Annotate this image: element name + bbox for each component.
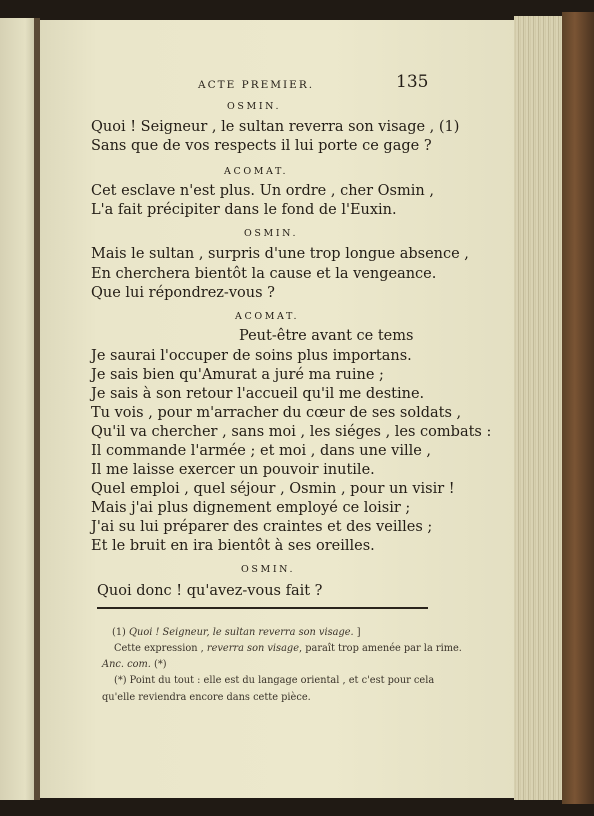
speaker-osmin: OSMIN. xyxy=(244,228,299,239)
footnote-marker: (*) xyxy=(154,659,167,670)
footnote-1 xyxy=(112,627,361,638)
verse-line: Je sais bien qu'Amurat a juré ma ruine ; xyxy=(91,367,384,383)
footnote-quote: reverra son visage xyxy=(206,643,299,654)
verse-line: Mais le sultan , surpris d'une trop longue absence , xyxy=(91,246,469,262)
verse-line: Il me laisse exercer un pouvoir inutile. xyxy=(91,462,375,478)
verse-line: Il commande l'armée ; et moi , dans une ville , xyxy=(91,443,432,459)
speaker-acomat: ACOMAT. xyxy=(235,311,300,322)
footnote-2: (*) Point du tout : elle est du langage oriental , et c'est pour cela xyxy=(114,675,435,686)
verse-line: Je saurai l'occuper de soins plus importans. xyxy=(91,348,412,364)
footnote-source: Anc. com. xyxy=(102,659,151,670)
footnote-bracket: ] xyxy=(356,627,361,638)
footnote-1-comment xyxy=(114,643,462,654)
verse-line: Je sais à son retour l'accueil qu'il me destine. xyxy=(91,386,425,402)
footnote-2-cont: qu'elle reviendra encore dans cette pièce. xyxy=(102,692,311,703)
verse-line: Quoi donc ! qu'avez-vous fait ? xyxy=(97,583,323,599)
page-edges xyxy=(514,16,566,800)
page-number: 135 xyxy=(396,72,429,92)
verse-line: Mais j'ai plus dignement employé ce loisir ; xyxy=(91,500,411,516)
speaker-osmin: OSMIN. xyxy=(241,564,296,575)
footnote-text: , paraît trop amenée par la rime. xyxy=(299,643,462,654)
verse-line: Quel emploi , quel séjour , Osmin , pour un visir ! xyxy=(91,481,455,497)
footnote-1-source xyxy=(102,659,167,670)
verse-line: Et le bruit en ira bientôt à ses oreilles. xyxy=(91,538,375,554)
verse-line: Quoi ! Seigneur , le sultan reverra son visage , (1) xyxy=(91,119,460,135)
book-cover-edge xyxy=(562,12,594,804)
facing-page-edge xyxy=(0,18,36,800)
footnote-text: Cette expression , xyxy=(114,643,204,654)
footnote-quote: Quoi ! Seigneur, le sultan reverra son visage. xyxy=(129,627,354,638)
verse-line: En cherchera bientôt la cause et la vengeance. xyxy=(91,266,437,282)
speaker-acomat: ACOMAT. xyxy=(224,166,289,177)
footnote-rule xyxy=(97,607,428,609)
verse-line: Que lui répondrez-vous ? xyxy=(91,285,275,301)
verse-line: J'ai su lui préparer des craintes et des veilles ; xyxy=(91,519,433,535)
verse-line: Cet esclave n'est plus. Un ordre , cher Osmin , xyxy=(91,183,434,199)
verse-line: L'a fait précipiter dans le fond de l'Euxin. xyxy=(91,202,397,218)
footnote-marker: (1) xyxy=(112,627,126,638)
verse-line: Qu'il va chercher , sans moi , les siéges , les combats : xyxy=(91,424,492,440)
verse-line: Tu vois , pour m'arracher du cœur de ses soldats , xyxy=(91,405,462,421)
running-head: ACTE PREMIER. xyxy=(198,79,315,91)
verse-line: Peut-être avant ce tems xyxy=(239,328,414,344)
verse-line: Sans que de vos respects il lui porte ce gage ? xyxy=(91,138,432,154)
speaker-osmin: OSMIN. xyxy=(227,101,282,112)
